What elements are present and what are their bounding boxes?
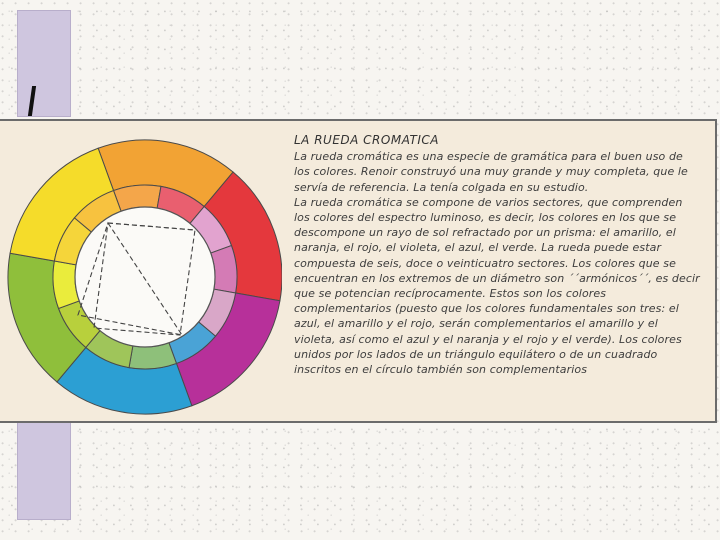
text-line: los colores del espectro luminoso, es decir, los colores en los que se <box>294 211 677 225</box>
text-line: encuentran en los extremos de un diámetro son ´´armónicos´´, es decir <box>294 271 700 285</box>
text-line: La rueda cromática es una especie de gramática para el buen uso de <box>294 150 683 164</box>
text-line: los colores. Renoir construyó una muy grande y muy completa, que le <box>294 165 688 179</box>
text-line: naranja, el rojo, el violeta, el azul, el verde. La rueda puede estar <box>294 241 662 255</box>
color-wheel-center <box>75 207 215 347</box>
text-line: inscritos en el círculo también son complementarios <box>294 363 588 377</box>
text-line: compuesta de seis, doce o veinticuatro sectores. Los colores que se <box>294 256 676 270</box>
section-title: LA RUEDA CROMATICA <box>294 133 439 147</box>
decorative-bar-top <box>17 10 71 117</box>
decorative-bar-bottom <box>17 422 71 520</box>
text-line: La rueda cromática se compone de varios sectores, que comprenden <box>294 195 683 209</box>
text-line: unidos por los lados de un triángulo equilátero o de un cuadrado <box>294 347 658 361</box>
body-text-block <box>294 133 712 377</box>
color-wheel-illustration <box>4 137 282 415</box>
text-line: azul, el amarillo y el rojo, serán complementarios el amarillo y el <box>294 317 658 331</box>
text-line: servía de referencia. La tenía colgada en su estudio. <box>294 180 589 194</box>
text-line: que se potencian recíprocamente. Estos son los colores <box>294 287 607 301</box>
text-line: descompone un rayo de sol refractado por un prisma: el amarillo, el <box>294 226 676 240</box>
text-line: violeta, así como el azul y el naranja y el rojo y el verde). Los colores <box>294 332 682 346</box>
text-line: complementarios (puesto que los colores fundamentales son tres: el <box>294 302 679 316</box>
